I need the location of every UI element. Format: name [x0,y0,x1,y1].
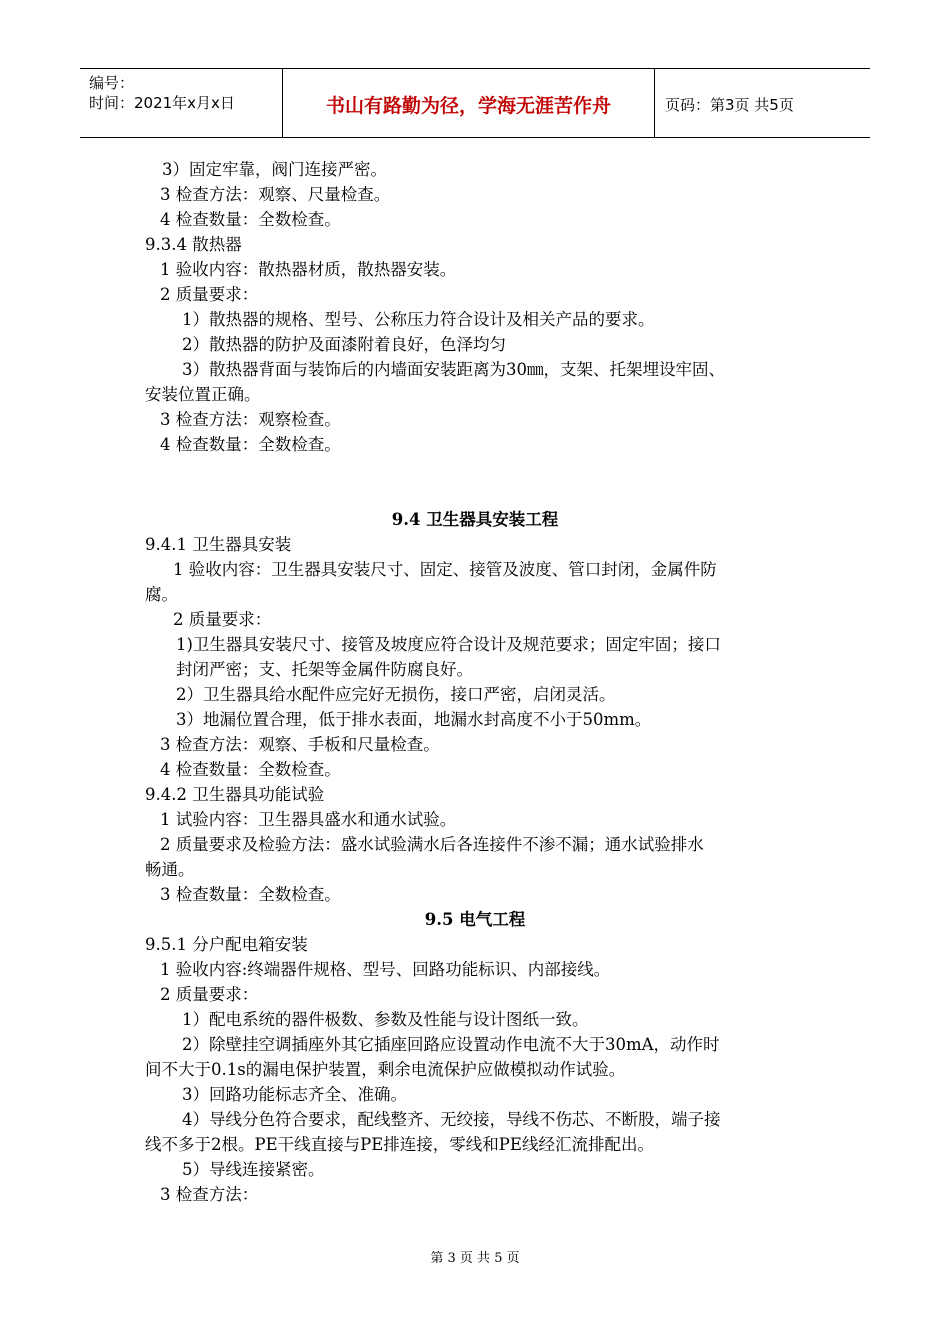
body-line: 4 检查数量：全数检查。 [160,760,341,779]
body-line: 1)卫生器具安装尺寸、接管及坡度应符合设计及规范要求；固定牢固；接口 [176,635,721,654]
section-title: 9.4.2 卫生器具功能试验 [145,785,325,804]
body-line: 1）散热器的规格、型号、公称压力符合设计及相关产品的要求。 [182,310,655,329]
section-title: 9.5.1 分户配电箱安装 [145,935,308,954]
body-line: 线不多于2根。PE干线直接与PE排连接，零线和PE线经汇流排配出。 [145,1135,654,1154]
section-heading-9-5: 9.5 电气工程 [424,910,526,929]
body-line: 2 质量要求： [173,610,272,629]
body-line: 2 质量要求及检验方法：盛水试验满水后各连接件不渗不漏；通水试验排水 [160,835,704,854]
body-line: 3 检查方法： [160,1185,259,1204]
body-line: 2 质量要求： [160,985,259,1004]
body-line: 3）固定牢靠，阀门连接严密。 [162,160,387,179]
body-line: 2）卫生器具给水配件应完好无损伤，接口严密，启闭灵活。 [176,685,616,704]
body-line: 封闭严密；支、托架等金属件防腐良好。 [176,660,473,679]
body-line: 1）配电系统的器件极数、参数及性能与设计图纸一致。 [182,1010,589,1029]
motto: 书山有路勤为径，学海无涯苦作舟 [325,95,611,117]
body-line: 畅通。 [145,860,195,879]
body-line: 3 检查方法：观察、尺量检查。 [160,185,391,204]
body-line: 2）散热器的防护及面漆附着良好，色泽均匀 [182,335,506,354]
body-line: 间不大于0.1s的漏电保护装置，剩余电流保护应做模拟动作试验。 [145,1060,626,1079]
body-line: 1 验收内容:终端器件规格、型号、回路功能标识、内部接线。 [160,960,611,979]
body-line: 3 检查方法：观察检查。 [160,410,341,429]
page-footer: 第 3 页 共 5 页 [430,1251,520,1266]
section-title: 9.3.4 散热器 [145,235,242,254]
body-line: 3）回路功能标志齐全、准确。 [182,1085,407,1104]
body-line: 4 检查数量：全数检查。 [160,210,341,229]
header-page-cell [655,69,870,137]
body-line: 3 检查方法：观察、手板和尺量检查。 [160,735,440,754]
body-line: 腐。 [145,585,178,604]
body-line: 5）导线连接紧密。 [182,1160,325,1179]
doc-date: 时间：2021年x月x日 [89,94,235,112]
section-heading-9-4: 9.4 卫生器具安装工程 [391,510,559,529]
doc-code-label: 编号： [89,74,135,92]
body-line: 3）地漏位置合理，低于排水表面，地漏水封高度不小于50mm。 [176,710,652,729]
body-line: 3）散热器背面与装饰后的内墙面安装距离为30㎜，支架、托架埋设牢固、 [182,360,725,379]
body-line: 4）导线分色符合要求，配线整齐、无绞接，导线不伤芯、不断股，端子接 [182,1110,721,1129]
body-line: 安装位置正确。 [145,385,261,404]
header-page-number: 页码：第3页 共5页 [665,96,794,114]
page-header [80,68,870,138]
body-line: 2）除壁挂空调插座外其它插座回路应设置动作电流不大于30mA，动作时 [182,1035,720,1054]
body-line: 2 质量要求： [160,285,259,304]
section-title: 9.4.1 卫生器具安装 [145,535,292,554]
body-line: 1 试验内容：卫生器具盛水和通水试验。 [160,810,457,829]
header-info-cell [80,69,283,137]
body-line: 1 验收内容：卫生器具安装尺寸、固定、接管及波度、管口封闭，金属件防 [173,560,717,579]
header-motto-cell [283,69,655,137]
body-line: 3 检查数量：全数检查。 [160,885,341,904]
body-line: 1 验收内容：散热器材质，散热器安装。 [160,260,457,279]
body-line: 4 检查数量：全数检查。 [160,435,341,454]
